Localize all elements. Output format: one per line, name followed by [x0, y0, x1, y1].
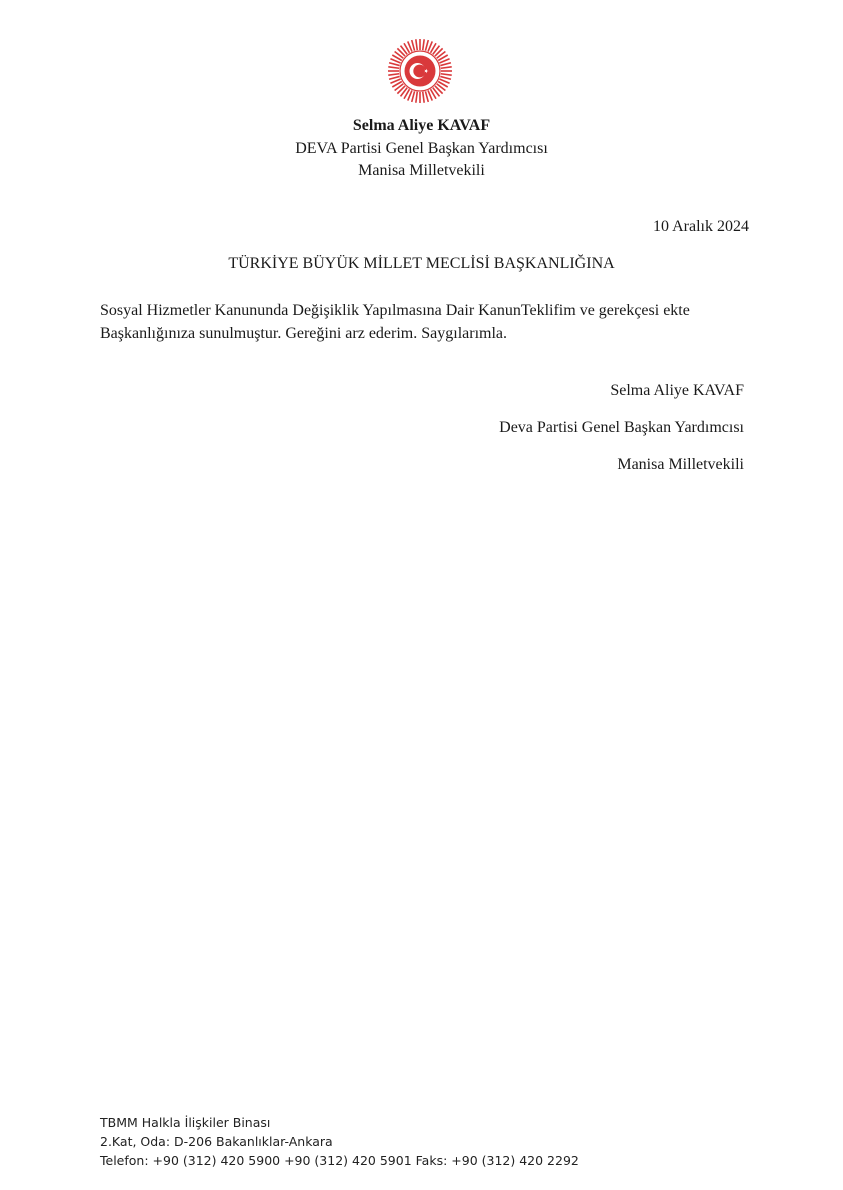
emblem-ray: [423, 39, 424, 50]
emblem-ray: [425, 40, 428, 51]
sender-name: Selma Aliye KAVAF: [352, 117, 491, 134]
emblem-ray: [425, 91, 428, 102]
emblem-ray: [388, 67, 399, 68]
letterhead: [0, 115, 843, 183]
footer-contact: [100, 1113, 579, 1170]
emblem-ray: [412, 91, 415, 102]
body-line: Sosyal Hizmetler Kanununda Değişiklik Yapılmasına Dair KanunTeklifim ve gerekçesi ekte: [100, 302, 690, 319]
emblem-ray: [412, 40, 415, 51]
signature-constituency: Manisa Milletvekili: [617, 456, 744, 473]
body-line: Başkanlığınıza sunulmuştur. Gereğini arz ederim. Saygılarımla.: [100, 325, 508, 342]
letter-date: 10 Aralık 2024: [653, 218, 749, 235]
emblem-ray: [416, 92, 417, 103]
addressee: TÜRKİYE BÜYÜK MİLLET MECLİSİ BAŞKANLIĞINA: [228, 255, 615, 272]
sender-title: DEVA Partisi Genel Başkan Yardımcısı: [295, 139, 548, 157]
footer-address-line: TBMM Halkla İlişkiler Binası: [100, 1115, 271, 1130]
emblem-ray: [441, 74, 452, 75]
emblem-ray: [416, 39, 417, 50]
signature-block: [499, 381, 744, 492]
emblem-ray: [440, 63, 451, 66]
emblem-ray: [388, 74, 399, 75]
tbmm-emblem-icon: [387, 38, 453, 104]
emblem-ray: [389, 76, 400, 79]
emblem-ray: [389, 63, 400, 66]
signature-name: Selma Aliye KAVAF: [610, 382, 744, 399]
footer-phone-line: Telefon: +90 (312) 420 5900 +90 (312) 420 5901 Faks: +90 (312) 420 2292: [100, 1153, 579, 1168]
footer-address-line: 2.Kat, Oda: D-206 Bakanlıklar-Ankara: [100, 1134, 333, 1149]
signature-title: Deva Partisi Genel Başkan Yardımcısı: [499, 419, 744, 436]
emblem-ray: [440, 76, 451, 79]
emblem-ray: [441, 67, 452, 68]
letter-body: [100, 299, 750, 345]
sender-constituency: Manisa Milletvekili: [358, 162, 485, 179]
emblem-ray: [423, 92, 424, 103]
